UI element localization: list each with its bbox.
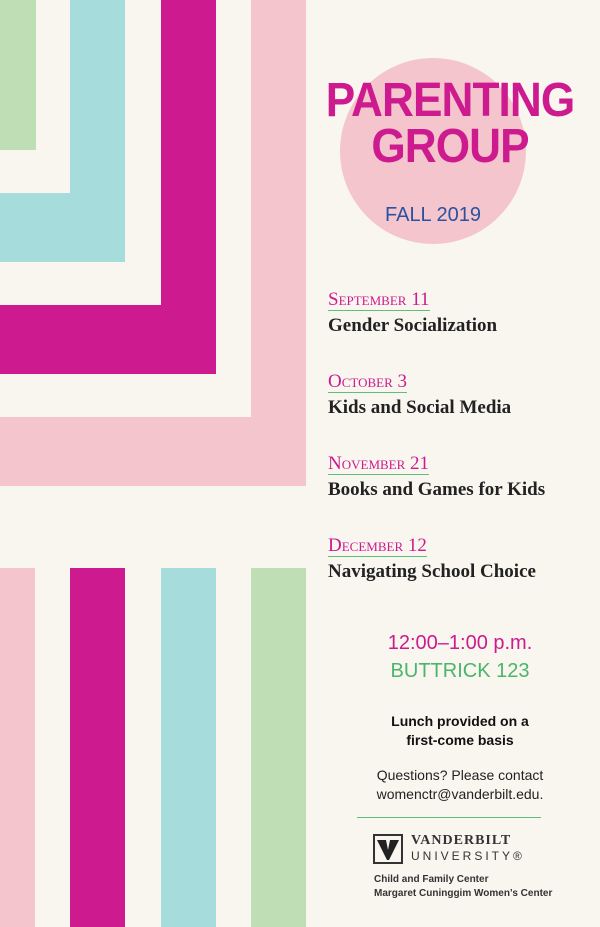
lunch-line1: Lunch provided on a	[391, 713, 529, 729]
event-date: September 11	[328, 289, 430, 310]
term: FALL 2019	[384, 204, 481, 226]
event-topic: Books and Games for Kids	[328, 479, 546, 500]
org2: Margaret Cuninggim Women’s Center	[374, 888, 553, 899]
event-date: October 3	[328, 371, 408, 392]
title-line1: PARENTING	[325, 74, 575, 127]
green-bar-bottom	[251, 568, 306, 927]
magenta-bar-bottom	[70, 568, 125, 927]
contact-line1: Questions? Please contact	[376, 767, 544, 783]
pink-stripe-v	[251, 0, 306, 486]
time: 12:00–1:00 p.m.	[387, 632, 533, 654]
contact	[320, 766, 600, 804]
event-date: November 21	[328, 453, 430, 474]
cyan-stripe-h	[0, 193, 125, 262]
magenta-stripe-h	[0, 305, 216, 374]
org1: Child and Family Center	[374, 874, 489, 885]
organizations	[374, 873, 552, 901]
event-date: December 12	[328, 535, 427, 556]
lunch-line2: first-come basis	[406, 732, 514, 748]
divider	[357, 817, 541, 818]
title-line2: GROUP	[371, 120, 529, 173]
contact-email[interactable]: womenctr@vanderbilt.edu.	[376, 786, 544, 802]
pink-stripe-h	[0, 417, 306, 486]
event-topic: Kids and Social Media	[328, 397, 512, 418]
cyan-bar-bottom	[161, 568, 216, 927]
event-topic: Navigating School Choice	[328, 561, 536, 582]
event	[328, 454, 545, 501]
event	[328, 372, 511, 419]
lunch-note	[320, 712, 600, 750]
logo-mark-icon	[373, 834, 403, 864]
logo-name1: VANDERBILT	[411, 833, 512, 848]
event-topic: Gender Socialization	[328, 315, 498, 336]
location: BUTTRICK 123	[390, 660, 530, 682]
green-stripe	[0, 0, 36, 150]
event	[328, 290, 497, 337]
pink-bar-bottom	[0, 568, 35, 927]
logo-name2: UNIVERSITY®	[411, 849, 525, 863]
event	[328, 536, 536, 583]
title	[312, 74, 588, 173]
